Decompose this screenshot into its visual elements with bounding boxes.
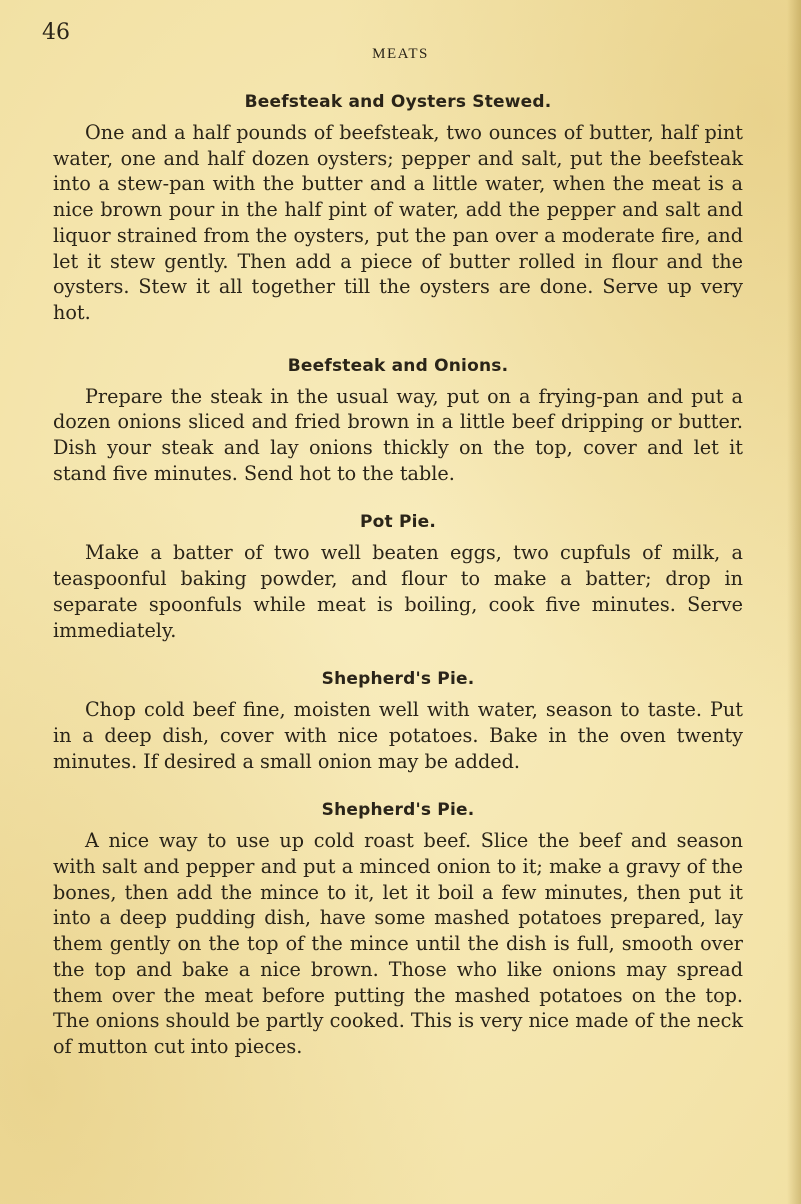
recipe-section	[53, 92, 743, 326]
recipe-body: Prepare the steak in the usual way, put on a frying-pan and put a dozen onions sliced and fried brown in a little beef dripping or butter. Dish your steak and lay onions thickly on the top, cover and let it stand five minutes. Send hot to the table.	[53, 384, 743, 485]
recipe-title: Beefsteak and Oysters Stewed.	[244, 92, 552, 112]
page-content	[53, 92, 743, 1086]
recipe-body: Make a batter of two well beaten eggs, two cupfuls of milk, a teaspoonful baking powder, and flour to make a batter; drop in separate spoonfuls while meat is boiling, cook five minutes. Serve immediately.	[53, 541, 743, 642]
recipe-section	[53, 800, 743, 1059]
recipe-title: Shepherd's Pie.	[321, 669, 475, 690]
page-edge-shadow	[787, 0, 801, 1204]
recipe-title: Shepherd's Pie.	[321, 800, 475, 821]
recipe-body: Chop cold beef fine, moisten well with water, season to taste. Put in a deep dish, cover with nice potatoes. Bake in the oven twenty minutes. If desired a small onion may be added.	[53, 698, 743, 773]
recipe-title: Pot Pie.	[359, 512, 437, 533]
recipe-section	[53, 669, 743, 774]
recipe-body: One and a half pounds of beefsteak, two ounces of butter, half pint water, one and half dozen oysters; pepper and salt, put the beefsteak into a stew-pan with the butter and a little water, when the meat is a nice brown pour in the half pint of water, add the pepper and salt and liquor strained from the oysters, put the pan over a moderate fire, and let it stew gently. Then add a piece of butter rolled in flour and the oysters. Stew it all together till the oysters are done. Serve up very hot.	[53, 121, 743, 324]
running-head: MEATS	[372, 46, 429, 62]
recipe-section	[53, 356, 743, 487]
recipe-body: A nice way to use up cold roast beef. Slice the beef and season with salt and pepper and put a minced onion to it; make a gravy of the bones, then add the mince to it, let it boil a few minutes, then put it into a deep pudding dish, have some mashed potatoes prepared, lay them gently on the top of the mince until the dish is full, smooth over the top and bake a nice brown. Those who like onions may spread them over the meat before putting the mashed potatoes on the top. The onions should be partly cooked. This is very nice made of the neck of mutton cut into pieces.	[53, 829, 743, 1058]
recipe-section	[53, 512, 743, 643]
page-number: 46	[42, 20, 70, 45]
recipe-title: Beefsteak and Onions.	[287, 355, 509, 376]
